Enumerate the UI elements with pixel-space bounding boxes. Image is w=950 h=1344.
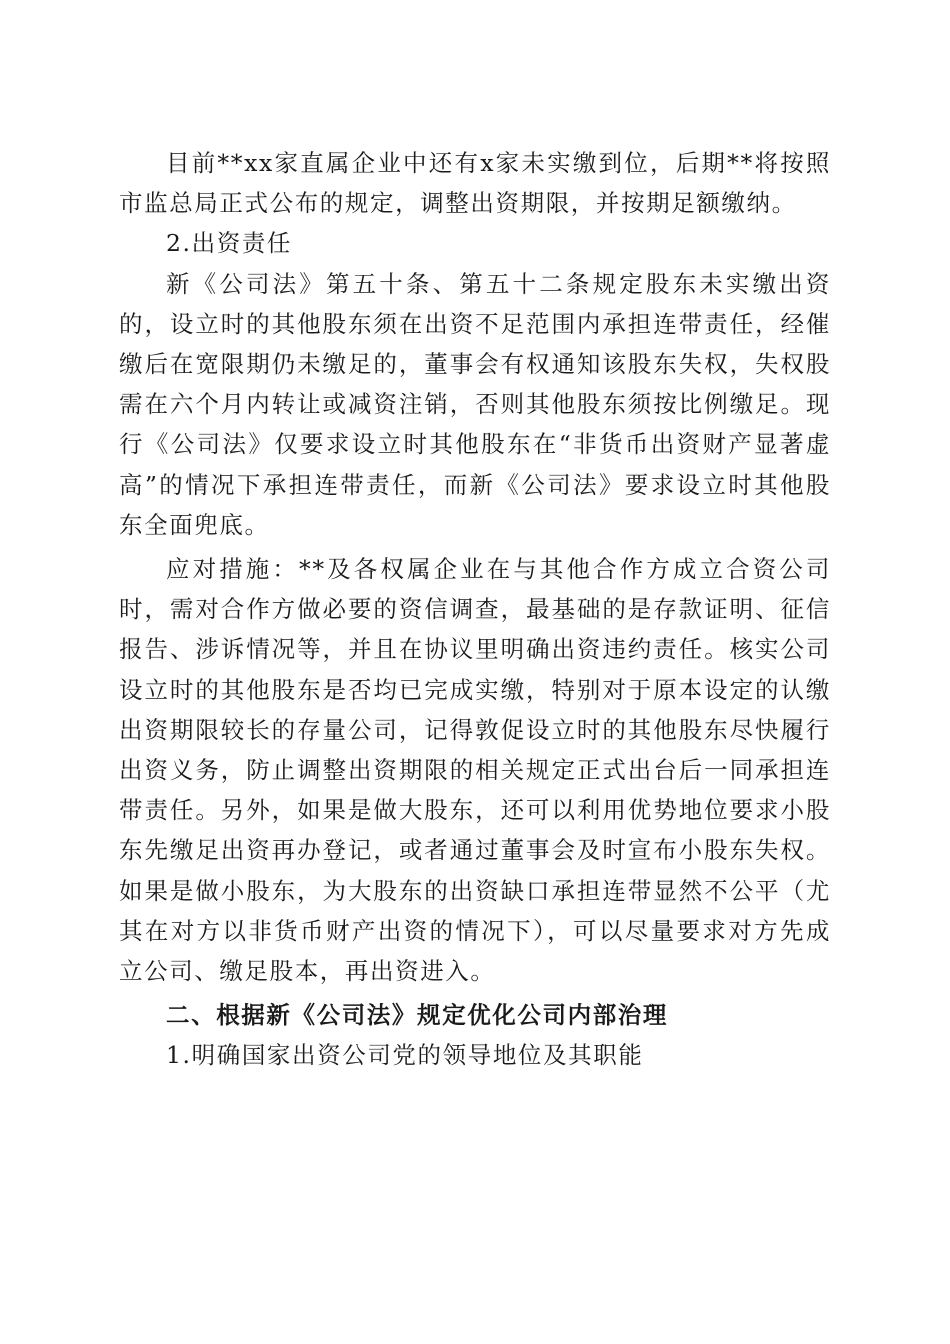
subheading-capital-contribution-liability: 2.出资责任	[166, 229, 293, 258]
section-heading-internal-governance: 二、根据新《公司法》规定优化公司内部治理	[166, 1001, 668, 1030]
paragraph-countermeasures: 应对措施：**及各权属企业在与其他合作方成立合资公司时，需对合作方做必要的资信调查，最基础的是存款证明、征信报告、涉诉情况等，并且在协议里明确出资违约责任。核实公司设立时的其他股东是否均已完成实缴，特别对于原本设定的认缴出资期限较长的存量公司，记得敦促设立时的其他股东尽快履行出资义务，防止调整出资期限的相关规定正式出台后一同承担连带责任。另外，如果是做大股东，还可以利用优势地位要求小股东先缴足出资再办登记，或者通过董事会及时宣布小股东失权。如果是做小股东，为大股东的出资缺口承担连带显然不公平（尤其在对方以非货币财产出资的情况下），可以尽量要求对方先成立公司、缴足股本，再出资进入。	[119, 555, 831, 986]
document-page	[119, 143, 831, 1076]
paragraph-new-company-law-provisions: 新《公司法》第五十条、第五十二条规定股东未实缴出资的，设立时的其他股东须在出资不足范围内承担连带责任，经催缴后在宽限期仍未缴足的，董事会有权通知该股东失权，失权股需在六个月内转让或减资注销，否则其他股东须按比例缴足。现行《公司法》仅要求设立时其他股东在“非货币出资财产显著虚高”的情况下承担连带责任，而新《公司法》要求设立时其他股东全面兜底。	[119, 269, 831, 539]
subheading-party-leadership: 1.明确国家出资公司党的领导地位及其职能	[166, 1041, 644, 1070]
paragraph-paid-in-status: 目前**xx家直属企业中还有x家未实缴到位，后期**将按照市监总局正式公布的规定，调整出资期限，并按期足额缴纳。	[119, 149, 831, 218]
